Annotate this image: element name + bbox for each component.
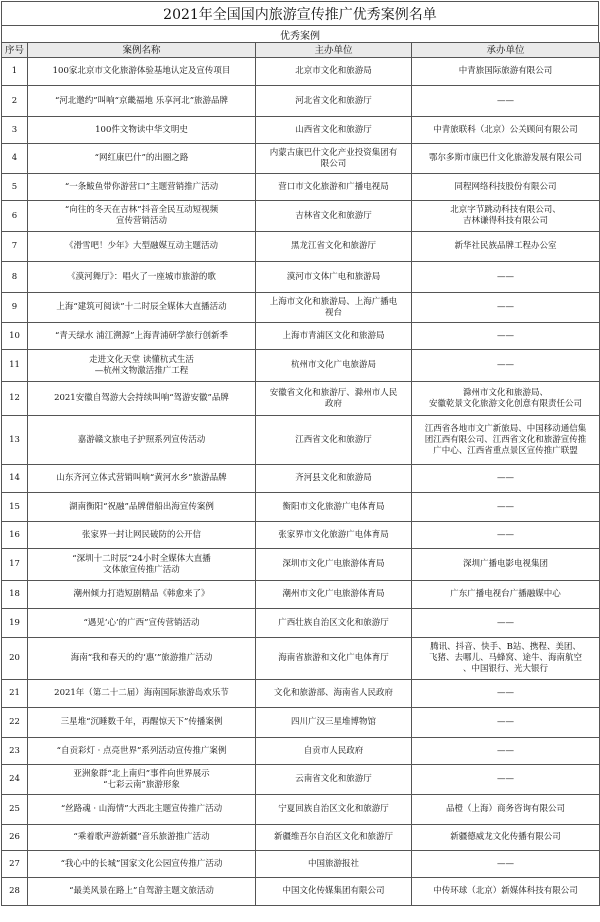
host-unit-line: 上海市文化和旅游局、上海广播电 (269, 296, 398, 307)
host-unit-line: 杭州市文化广电旅游局 (290, 360, 376, 370)
cases-table (1, 42, 600, 906)
table-row (2, 201, 600, 232)
organizer-cell (412, 708, 600, 738)
host-unit-cell (256, 350, 412, 382)
host-unit-line: 新疆维吾尔自治区文化和旅游厅 (273, 832, 393, 842)
case-name-line: 2021安徽自驾游大会持续叫响“驾游安徽”品牌 (54, 393, 229, 403)
case-name-line: 嘉游赣文旅电子护照系列宣传活动 (77, 434, 206, 445)
organizer-line: —— (497, 717, 514, 727)
organizer-line: 中传环球（北京）新媒体科技有限公司 (433, 886, 578, 896)
case-name-line: 湖南衡阳“祝融”品牌借船出海宣传案例 (69, 501, 214, 512)
case-name-line: 100家北京市文化旅游体验基地认定及宣传项目 (52, 66, 231, 76)
case-name-cell (28, 86, 256, 117)
host-unit-line: 江西省文化和旅游厅 (295, 434, 372, 445)
organizer-line: —— (497, 529, 514, 540)
row-number: 13 (2, 416, 28, 465)
row-number: 28 (2, 878, 28, 906)
case-name-cell (28, 549, 256, 581)
table-row (2, 549, 600, 581)
case-name-line: “最美风景在路上”自驾游主题文旅活动 (69, 886, 214, 896)
organizer-cell (412, 144, 600, 174)
case-name-line: 张家界一封让网民破防的公开信 (81, 529, 201, 540)
organizer-line: 中青旅国际旅游有限公司 (458, 66, 553, 76)
organizer-line: 品橙（上海）商务咨询有限公司 (445, 804, 565, 814)
case-name-cell (28, 174, 256, 201)
case-name-line: 亚洲象群“北上南归”事件向世界展示 (73, 768, 210, 779)
host-unit-line: 齐河县文化和旅游局 (295, 473, 372, 483)
host-unit-cell (256, 323, 412, 350)
case-name-line: —杭州文物激活推广工程 (94, 365, 189, 376)
case-name-line: “遇见‘心’的广西”宣传营销活动 (83, 617, 200, 628)
row-number: 21 (2, 680, 28, 708)
table-row (2, 738, 600, 765)
host-unit-cell (256, 638, 412, 680)
table-body (2, 58, 600, 906)
host-unit-line: 自贡市人民政府 (303, 745, 364, 756)
case-name-line: “我心中的长城”国家文化公园宣传推广活动 (60, 858, 223, 869)
case-name-line: 《滑雪吧！少年》大型融媒互动主题活动 (64, 241, 218, 251)
host-unit-cell (256, 465, 412, 493)
table-header-row (2, 43, 600, 58)
organizer-cell (412, 493, 600, 522)
row-number: 15 (2, 493, 28, 522)
table-row (2, 581, 600, 609)
case-name-line: “乘着歌声游新疆”音乐旅游推广活动 (73, 832, 210, 842)
organizer-line: —— (497, 501, 514, 512)
organizer-cell (412, 549, 600, 581)
case-name-line: “自贡彩灯 · 点亮世界”系列活动宣传推广案例 (56, 745, 227, 756)
row-number: 10 (2, 323, 28, 350)
host-unit-cell (256, 58, 412, 86)
row-number: 6 (2, 201, 28, 232)
host-unit-line: 海南省旅游和文化广电体育厅 (278, 653, 389, 663)
host-unit-cell (256, 825, 412, 851)
organizer-cell (412, 416, 600, 465)
case-name-cell (28, 262, 256, 293)
organizer-line: 安徽乾景文化旅游文化创意有限责任公司 (428, 398, 582, 409)
organizer-line: 、中国银行、光大银行 (462, 664, 548, 674)
case-name-cell (28, 493, 256, 522)
organizer-cell (412, 293, 600, 323)
host-unit-line: 内蒙古康巴什文化产业投资集团有 (269, 147, 398, 158)
organizer-line: 吉林谦得科技有限公司 (462, 216, 548, 226)
host-unit-cell (256, 581, 412, 609)
organizer-cell (412, 680, 600, 708)
case-name-line: 三星堆“沉睡数千年，再醒惊天下”传播案例 (60, 717, 223, 727)
organizer-line: —— (497, 360, 514, 370)
case-name-line: 100件文物读中华文明史 (95, 124, 188, 135)
organizer-line: —— (497, 473, 514, 483)
organizer-line: —— (497, 95, 514, 106)
organizer-line: —— (497, 774, 514, 784)
host-unit-line: 云南省文化和旅游厅 (295, 774, 372, 784)
case-name-line: 《漠河舞厅》：唱火了一座城市旅游的歌 (67, 271, 216, 282)
case-name-line: 文体旅宣传推广活动 (103, 564, 180, 575)
organizer-line: —— (497, 688, 514, 698)
organizer-cell (412, 201, 600, 232)
row-number: 20 (2, 638, 28, 680)
table-row (2, 708, 600, 738)
organizer-line: 滁州市文化和旅游局、 (462, 387, 548, 398)
organizer-cell (412, 638, 600, 680)
case-name-line: “一条鲅鱼带你游营口”主题营销推广活动 (64, 181, 219, 192)
case-name-line: “丝路魂 · 山海情”大西北主题宣传推广活动 (60, 804, 223, 814)
case-name-cell (28, 851, 256, 878)
table-row (2, 465, 600, 493)
table-row (2, 680, 600, 708)
case-name-line: “青天绿水 浦江溯源”上海青浦研学旅行创新季 (55, 330, 228, 341)
case-name-line: 山东齐河立体式营销叫响“黄河水乡”旅游品牌 (56, 473, 227, 483)
table-row (2, 765, 600, 795)
table-row (2, 232, 600, 262)
table-row (2, 293, 600, 323)
organizer-line: 中青旅联科（北京）公关顾问有限公司 (433, 124, 578, 135)
host-unit-cell (256, 201, 412, 232)
host-unit-cell (256, 680, 412, 708)
organizer-cell (412, 765, 600, 795)
table-row (2, 58, 600, 86)
table-row (2, 416, 600, 465)
page-title: 2021年全国国内旅游宣传推广优秀案例名单 (1, 1, 599, 25)
header-host-unit: 主办单位 (256, 43, 412, 58)
table-row (2, 262, 600, 293)
row-number: 17 (2, 549, 28, 581)
host-unit-line: 安徽省文化和旅游厅、滁州市人民 (269, 387, 398, 398)
organizer-line: —— (497, 330, 514, 341)
table-row (2, 350, 600, 382)
header-number: 序号 (2, 43, 28, 58)
case-name-cell (28, 738, 256, 765)
organizer-cell (412, 262, 600, 293)
case-name-cell (28, 680, 256, 708)
organizer-cell (412, 86, 600, 117)
table-row (2, 174, 600, 201)
organizer-line: 广东广播电视台广播融媒中心 (450, 589, 561, 599)
organizer-cell (412, 581, 600, 609)
table-row (2, 795, 600, 825)
organizer-line: —— (497, 302, 514, 312)
host-unit-cell (256, 86, 412, 117)
organizer-line: 团江西有限公司、江西省文化和旅游宣传推 (424, 434, 587, 445)
host-unit-cell (256, 765, 412, 795)
case-name-line: “网红康巴什”的出圈之路 (94, 153, 189, 163)
organizer-cell (412, 795, 600, 825)
organizer-line: 江西省各地市文广新旅局、中国移动通信集 (424, 423, 587, 434)
case-name-cell (28, 638, 256, 680)
organizer-line: 广中心、江西省重点景区宣传推广联盟 (433, 445, 578, 456)
case-name-cell (28, 350, 256, 382)
case-name-line: 潮州倾力打造短剧精品《韩愈来了》 (73, 589, 210, 599)
table-row (2, 522, 600, 549)
host-unit-cell (256, 609, 412, 638)
case-name-cell (28, 382, 256, 416)
row-number: 27 (2, 851, 28, 878)
host-unit-line: 山西省文化和旅游厅 (295, 124, 372, 135)
case-name-cell (28, 581, 256, 609)
case-name-cell (28, 293, 256, 323)
row-number: 4 (2, 144, 28, 174)
table-row (2, 493, 600, 522)
table-row (2, 851, 600, 878)
document-page (1, 1, 599, 906)
table-row (2, 609, 600, 638)
row-number: 18 (2, 581, 28, 609)
table-row (2, 382, 600, 416)
case-name-cell (28, 609, 256, 638)
host-unit-cell (256, 708, 412, 738)
row-number: 16 (2, 522, 28, 549)
case-name-cell (28, 708, 256, 738)
row-number: 5 (2, 174, 28, 201)
host-unit-cell (256, 878, 412, 906)
organizer-cell (412, 174, 600, 201)
row-number: 26 (2, 825, 28, 851)
organizer-cell (412, 878, 600, 906)
host-unit-line: 中国旅游报社 (307, 858, 359, 869)
host-unit-cell (256, 738, 412, 765)
case-name-line: 海南“我和春天的约‘惠’”旅游推广活动 (70, 653, 213, 663)
case-name-cell (28, 522, 256, 549)
host-unit-cell (256, 795, 412, 825)
case-name-cell (28, 58, 256, 86)
organizer-line: 飞猪、去哪儿、马蜂窝、途牛、海南航空 (428, 653, 582, 663)
case-name-line: 走进文化天堂 读懂杭式生活 (89, 354, 194, 365)
case-name-line: “河北邀约”叫响“京畿福地 乐享河北”旅游品牌 (54, 95, 229, 106)
row-number: 14 (2, 465, 28, 493)
row-number: 22 (2, 708, 28, 738)
case-name-cell (28, 878, 256, 906)
host-unit-line: 视台 (324, 307, 342, 318)
organizer-cell (412, 738, 600, 765)
row-number: 9 (2, 293, 28, 323)
host-unit-cell (256, 262, 412, 293)
row-number: 23 (2, 738, 28, 765)
organizer-cell (412, 851, 600, 878)
table-row (2, 144, 600, 174)
case-name-line: “七彩云南”旅游形象 (103, 779, 180, 790)
case-name-line: 宣传营销活动 (115, 216, 167, 226)
section-heading: 优秀案例 (1, 25, 599, 42)
host-unit-line: 吉林省文化和旅游厅 (295, 210, 372, 221)
host-unit-cell (256, 232, 412, 262)
organizer-cell (412, 825, 600, 851)
row-number: 2 (2, 86, 28, 117)
host-unit-cell (256, 851, 412, 878)
host-unit-cell (256, 493, 412, 522)
host-unit-cell (256, 174, 412, 201)
row-number: 11 (2, 350, 28, 382)
host-unit-line: 潮州市文化广电旅游体育局 (282, 589, 385, 599)
table-row (2, 117, 600, 144)
host-unit-line: 衡阳市文化旅游广电体育局 (282, 501, 385, 512)
organizer-cell (412, 323, 600, 350)
table-row (2, 825, 600, 851)
organizer-cell (412, 382, 600, 416)
row-number: 3 (2, 117, 28, 144)
case-name-line: 上海“建筑可阅读”十二时辰全媒体大直播活动 (56, 302, 227, 312)
case-name-cell (28, 416, 256, 465)
table-row (2, 323, 600, 350)
row-number: 7 (2, 232, 28, 262)
case-name-cell (28, 765, 256, 795)
host-unit-line: 宁夏回族自治区文化和旅游厅 (278, 804, 389, 814)
table-row (2, 86, 600, 117)
header-case-name: 案例名称 (28, 43, 256, 58)
organizer-line: —— (497, 745, 514, 756)
case-name-line: 2021年（第二十二届）海南国际旅游岛欢乐节 (54, 688, 229, 698)
host-unit-line: 深圳市文化广电旅游体育局 (282, 559, 385, 569)
row-number: 24 (2, 765, 28, 795)
host-unit-line: 北京市文化和旅游局 (295, 66, 372, 76)
case-name-cell (28, 232, 256, 262)
row-number: 8 (2, 262, 28, 293)
host-unit-line: 黑龙江省文化和旅游厅 (290, 241, 376, 251)
row-number: 19 (2, 609, 28, 638)
host-unit-cell (256, 117, 412, 144)
host-unit-line: 限公司 (320, 158, 347, 169)
host-unit-line: 上海市青浦区文化和旅游局 (282, 330, 385, 341)
organizer-line: 深圳广播电影电视集团 (462, 559, 548, 569)
organizer-line: 鄂尔多斯市康巴什文化旅游发展有限公司 (428, 153, 582, 163)
host-unit-cell (256, 549, 412, 581)
host-unit-line: 河北省文化和旅游厅 (295, 95, 372, 106)
case-name-cell (28, 117, 256, 144)
organizer-cell (412, 232, 600, 262)
organizer-line: 新疆德威龙文化传播有限公司 (450, 832, 561, 842)
organizer-cell (412, 350, 600, 382)
host-unit-cell (256, 293, 412, 323)
row-number: 1 (2, 58, 28, 86)
organizer-cell (412, 465, 600, 493)
host-unit-line: 广西壮族自治区文化和旅游厅 (278, 617, 389, 628)
case-name-line: “深圳十二时辰”24小时全媒体大直播 (72, 553, 211, 564)
case-name-cell (28, 323, 256, 350)
case-name-cell (28, 144, 256, 174)
organizer-line: —— (497, 617, 514, 628)
header-organizer: 承办单位 (412, 43, 600, 58)
host-unit-cell (256, 416, 412, 465)
organizer-line: —— (497, 271, 514, 282)
table-row (2, 638, 600, 680)
organizer-line: 北京字节跳动科技有限公司、 (450, 205, 561, 215)
case-name-cell (28, 201, 256, 232)
host-unit-cell (256, 144, 412, 174)
host-unit-line: 营口市文化旅游和广播电视局 (278, 181, 389, 192)
organizer-cell (412, 117, 600, 144)
host-unit-line: 四川广汉三星堆博物馆 (290, 717, 376, 727)
organizer-cell (412, 609, 600, 638)
organizer-line: 腾讯、抖音、快手、B站、携程、美团、 (430, 642, 581, 652)
row-number: 12 (2, 382, 28, 416)
organizer-line: 同程网络科技股份有限公司 (454, 181, 557, 192)
table-row (2, 878, 600, 906)
host-unit-line: 政府 (324, 398, 342, 409)
host-unit-line: 漠河市文体广电和旅游局 (286, 271, 381, 282)
host-unit-line: 中国文化传媒集团有限公司 (282, 886, 385, 896)
host-unit-line: 文化和旅游部、海南省人民政府 (273, 688, 393, 698)
case-name-cell (28, 825, 256, 851)
case-name-line: “向往的冬天在吉林”抖音全民互动短视频 (64, 205, 219, 215)
organizer-line: 新华社民族品牌工程办公室 (454, 241, 557, 251)
case-name-cell (28, 465, 256, 493)
host-unit-line: 张家界市文化旅游广电体育局 (278, 529, 389, 540)
case-name-cell (28, 795, 256, 825)
host-unit-cell (256, 382, 412, 416)
organizer-cell (412, 58, 600, 86)
organizer-line: —— (497, 858, 514, 869)
row-number: 25 (2, 795, 28, 825)
organizer-cell (412, 522, 600, 549)
host-unit-cell (256, 522, 412, 549)
